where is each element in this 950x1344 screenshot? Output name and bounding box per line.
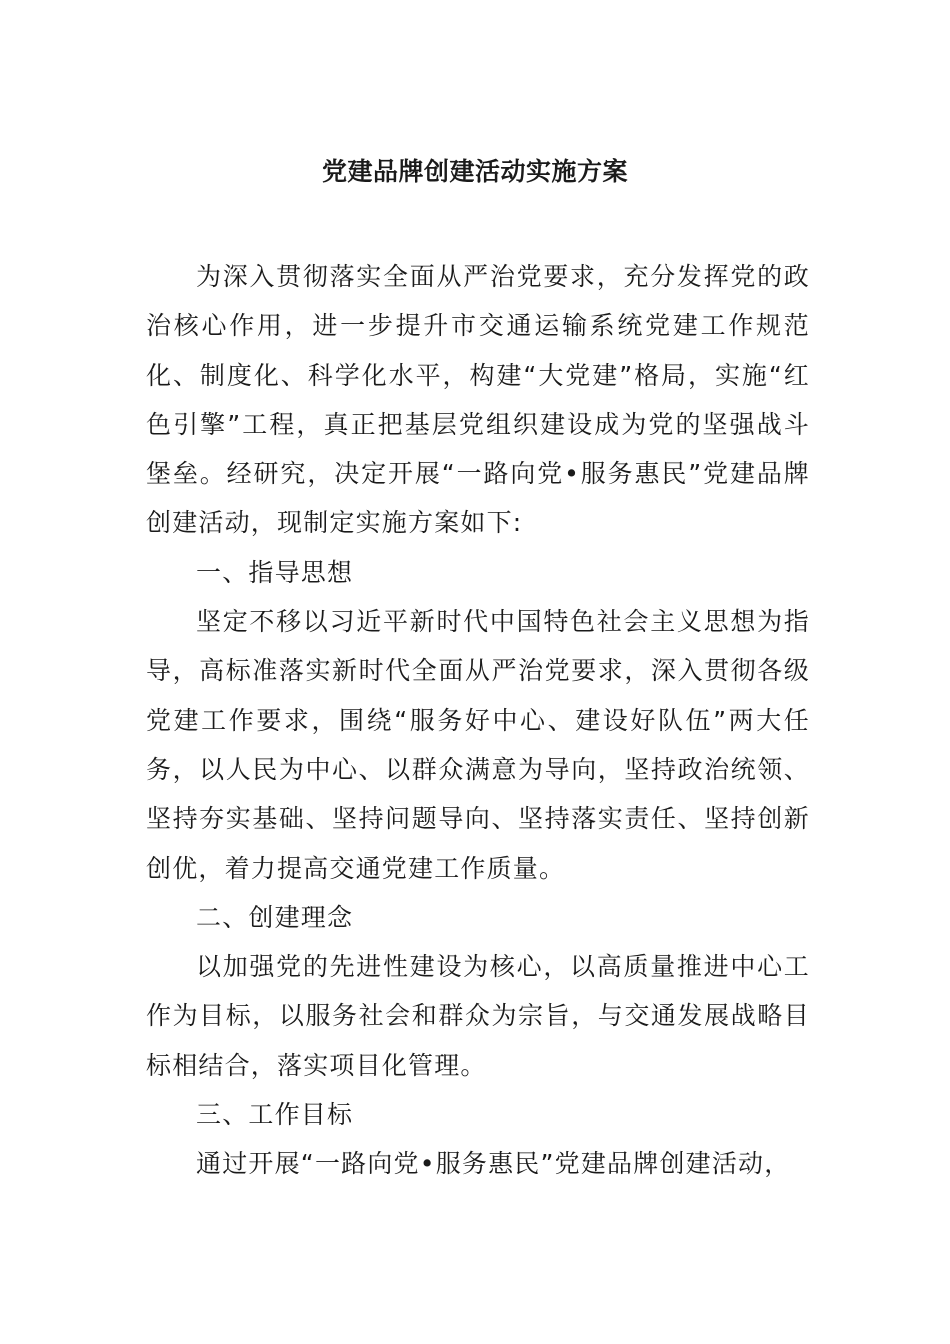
intro-paragraph: 为深入贯彻落实全面从严治党要求，充分发挥党的政治核心作用，进一步提升市交通运输系统党建工作规范化、制度化、科学化水平，构建“大党建”格局，实施“红色引擎”工程，真正把基层党组织建设成为党的坚强战斗堡垒。经研究，决定开展“一路向党•服务惠民”党建品牌创建活动，现制定实施方案如下: (146, 262, 810, 538)
section-heading-work-goals: 三、工作目标 (196, 1100, 354, 1130)
guiding-ideology-paragraph: 坚定不移以习近平新时代中国特色社会主义思想为指导，高标准落实新时代全面从严治党要求，深入贯彻各级党建工作要求，围绕“服务好中心、建设好队伍”两大任务，以人民为中心、以群众满意为导向，坚持政治统领、坚持夯实基础、坚持问题导向、坚持落实责任、坚持创新创优，着力提高交通党建工作质量。 (146, 607, 810, 883)
work-goals-paragraph: 通过开展“一路向党•服务惠民”党建品牌创建活动， (196, 1149, 791, 1179)
creation-concept-paragraph: 以加强党的先进性建设为核心，以高质量推进中心工作为目标，以服务社会和群众为宗旨，与交通发展战略目标相结合，落实项目化管理。 (146, 952, 810, 1080)
section-heading-creation-concept: 二、创建理念 (196, 902, 354, 932)
document-title: 党建品牌创建活动实施方案 (321, 157, 628, 186)
document-body (146, 252, 810, 1189)
section-heading-guiding-ideology: 一、指导思想 (196, 557, 354, 587)
